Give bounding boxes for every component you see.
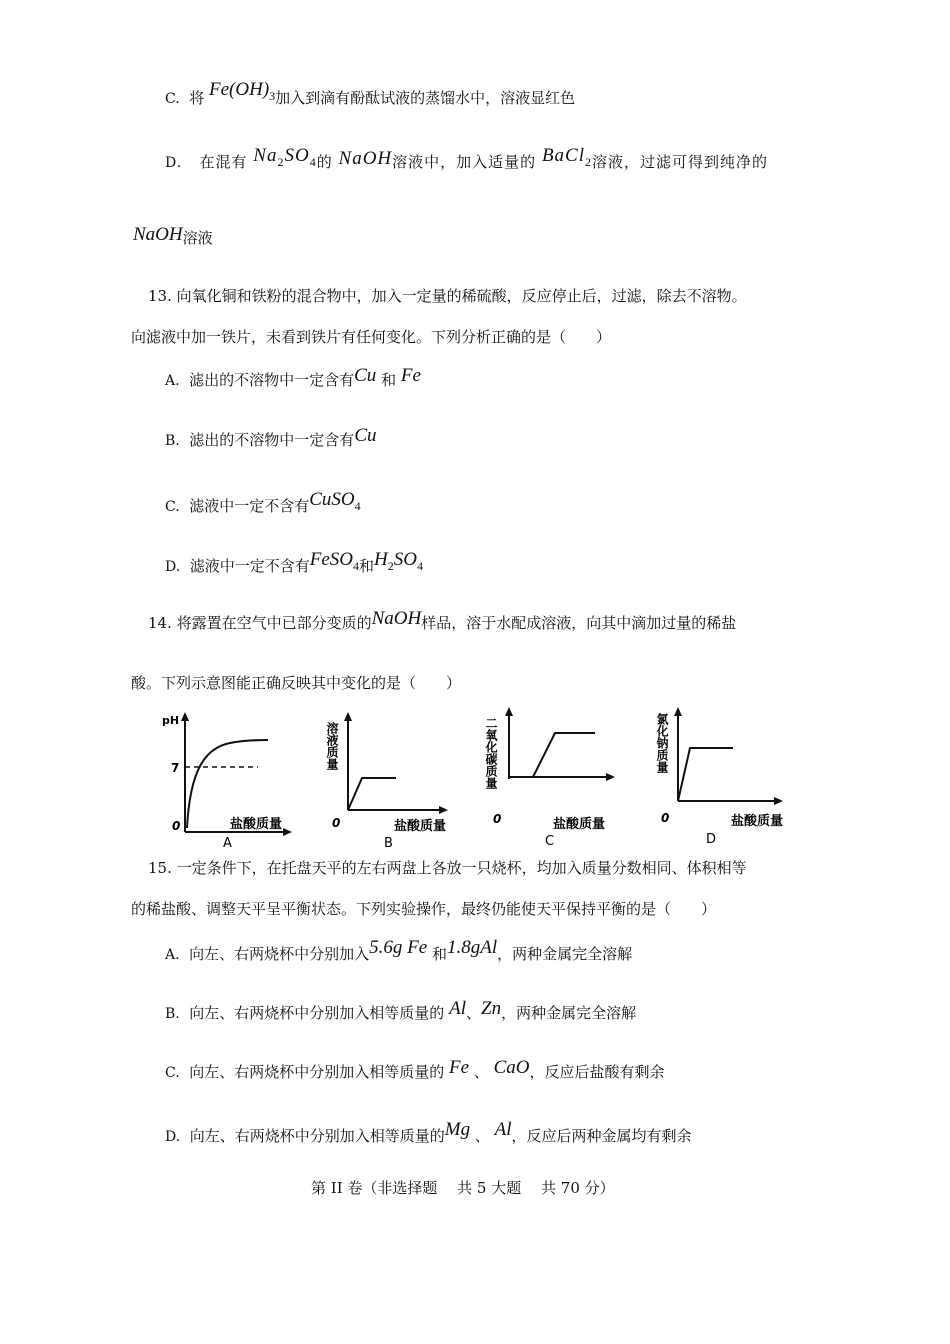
option-label: C. (165, 91, 180, 107)
formula-cuso4 (309, 489, 361, 513)
option-text: 加入到滴有酚酞试液的蒸馏水中，溶液显红色 (275, 89, 576, 107)
q14-stem-line2: 酸。下列示意图能正确反映其中变化的是（ ） (131, 674, 462, 692)
x-axis-label: 盐酸质量 (230, 817, 283, 832)
formula-subscript: 2 (585, 154, 592, 169)
q13-stem-line1: 13. 向氧化铜和铁粉的混合物中，加入一定量的稀硫酸，反应停止后，过滤，除去不溶物。 (148, 287, 747, 305)
option-text: 滤出的不溶物中一定含有 (189, 431, 355, 449)
option-text: 溶液 (182, 229, 213, 247)
y-axis-arrow (505, 707, 513, 716)
option-label: C. (165, 1065, 180, 1081)
q15-stem-line1: 15. 一定条件下，在托盘天平的左右两盘上各放一只烧杯，均加入质量分数相同、体积相等 (148, 859, 747, 877)
q12-option-d-continued (133, 224, 213, 247)
q15-option-d (165, 1119, 692, 1145)
q12-option-d (165, 145, 769, 174)
formula-cao: CaO (493, 1057, 530, 1078)
question-text: 14. 将露置在空气中已部分变质的 (148, 614, 372, 632)
formula-subscript: 3 (269, 88, 276, 103)
formula-fe-oh-3 (209, 79, 276, 103)
option-text: 向左、右两烧杯中分别加入 (189, 945, 370, 963)
chart-letter: C (545, 834, 555, 845)
origin-label: 0 (661, 811, 670, 825)
q14-chart-b (310, 710, 460, 850)
formula-1-8g-al: 1.8gAl (446, 937, 498, 958)
q13-option-a (165, 365, 421, 389)
formula-naoh: NaOH (338, 148, 393, 169)
formula-al: Al (449, 998, 466, 1019)
tick-7: 7 (171, 761, 180, 775)
formula-cu: Cu (354, 365, 377, 386)
formula-part: CuSO (309, 489, 355, 510)
x-axis-label: 盐酸质量 (394, 819, 447, 834)
origin-label: 0 (172, 819, 181, 833)
formula-feso4 (309, 549, 360, 573)
formula-al: Al (494, 1119, 512, 1140)
q13-option-d (165, 549, 423, 578)
option-text: 向左、右两烧杯中分别加入相等质量的 (189, 1127, 445, 1145)
question-text: 样品，溶于水配成溶液，向其中滴加过量的稀盐 (421, 614, 737, 632)
formula-cu: Cu (354, 425, 377, 446)
formula-subscript: 4 (417, 558, 423, 573)
option-text: ，两种金属完全溶解 (501, 1004, 637, 1022)
option-label: D. (165, 559, 181, 575)
formula-part: H (374, 549, 388, 570)
chart-letter: B (384, 836, 393, 850)
y-axis-arrow (181, 712, 189, 721)
option-text: 、 (465, 1004, 481, 1022)
option-label: A. (165, 373, 180, 389)
formula-mg: Mg (444, 1119, 471, 1140)
formula-subscript: 4 (353, 558, 360, 573)
x-axis-arrow (283, 828, 292, 836)
y-axis-label: 二氧化碳质量 (484, 717, 498, 789)
nacl-line (678, 748, 733, 801)
q14-stem-line1 (148, 608, 737, 632)
formula-bacl2 (541, 145, 592, 169)
x-axis-arrow (774, 797, 783, 805)
option-text: 和 (359, 557, 375, 575)
x-axis-label: 盐酸质量 (553, 817, 606, 832)
x-axis-arrow (606, 773, 615, 781)
option-text: ，反应后盐酸有剩余 (529, 1063, 665, 1081)
formula-naoh: NaOH (371, 608, 422, 629)
formula-part: SO (284, 145, 310, 166)
mass-line (348, 778, 396, 810)
q15-option-c (165, 1057, 665, 1081)
formula-na2so4 (253, 145, 317, 169)
option-text: 滤液中一定不含有 (189, 557, 310, 575)
co2-line (509, 733, 595, 777)
y-axis-label: pH (162, 714, 180, 727)
option-text: 将 (189, 89, 205, 107)
option-text: 向左、右两烧杯中分别加入相等质量的 (189, 1004, 445, 1022)
x-axis-label: 盐酸质量 (731, 814, 784, 829)
y-axis-label: 溶液质量 (325, 722, 339, 770)
y-axis-arrow (674, 707, 682, 716)
q13-stem-line2: 向滤液中加一铁片，未看到铁片有任何变化。下列分析正确的是（ ） (131, 328, 612, 346)
ph-curve (187, 740, 268, 828)
option-label: B. (165, 1006, 180, 1022)
option-text: 溶液，过滤可得到纯净的 (592, 153, 769, 171)
q14-chart-d (645, 705, 795, 845)
option-label: D. (165, 155, 183, 171)
option-text: 溶液中，加入适量的 (392, 153, 537, 171)
chart-letter: A (223, 836, 232, 850)
formula-part: SO (393, 549, 417, 570)
chart-letter: D (706, 832, 717, 845)
formula-subscript: 4 (354, 498, 361, 513)
x-axis-arrow (439, 806, 448, 814)
option-text: 的 (316, 153, 333, 171)
q14-chart-c (475, 705, 625, 845)
option-text: 和 (431, 945, 447, 963)
formula-subscript: 4 (309, 154, 317, 169)
option-text: ，反应后两种金属均有剩余 (511, 1127, 692, 1145)
option-text: 在混有 (199, 153, 248, 171)
formula-fe: Fe (400, 365, 421, 386)
option-label: D. (165, 1129, 181, 1145)
option-text: 向左、右两烧杯中分别加入相等质量的 (189, 1063, 445, 1081)
option-label: C. (165, 499, 180, 515)
formula-h2so4 (374, 549, 423, 573)
formula-zn: Zn (481, 998, 502, 1019)
formula-naoh: NaOH (133, 224, 183, 245)
section-title: 第 II 卷（非选择题 共 5 大题 共 70 分） (311, 1179, 615, 1197)
formula-subscript: 2 (387, 558, 394, 573)
formula-part: FeSO (309, 549, 354, 570)
formula-subscript: 2 (277, 154, 285, 169)
y-axis-label: 氯化钠质量 (655, 713, 669, 773)
option-text: 和 (381, 371, 397, 389)
q14-chart-a (150, 710, 300, 850)
formula-part: Na (253, 145, 278, 166)
option-text: 、 (469, 1063, 489, 1081)
option-label: B. (165, 433, 180, 449)
origin-label: 0 (493, 812, 502, 826)
q13-option-c (165, 489, 361, 518)
option-text: 、 (470, 1127, 490, 1145)
option-label: A. (165, 947, 180, 963)
q12-option-c (165, 79, 576, 110)
q13-option-b (165, 425, 377, 449)
formula-base: Fe(OH) (209, 79, 270, 100)
option-text: 滤液中一定不含有 (189, 497, 310, 515)
formula-part: BaCl (541, 145, 585, 166)
formula-fe: Fe (449, 1057, 470, 1078)
q15-option-b (165, 998, 637, 1022)
q15-option-a (165, 937, 633, 963)
origin-label: 0 (332, 816, 341, 830)
y-axis-arrow (344, 712, 352, 721)
option-text: 滤出的不溶物中一定含有 (189, 371, 355, 389)
option-text: ，两种金属完全溶解 (497, 945, 633, 963)
formula-5-6g-fe: 5.6g Fe (369, 937, 428, 958)
q15-stem-line2: 的稀盐酸、调整天平呈平衡状态。下列实验操作，最终仍能使天平保持平衡的是（ ） (131, 900, 717, 918)
